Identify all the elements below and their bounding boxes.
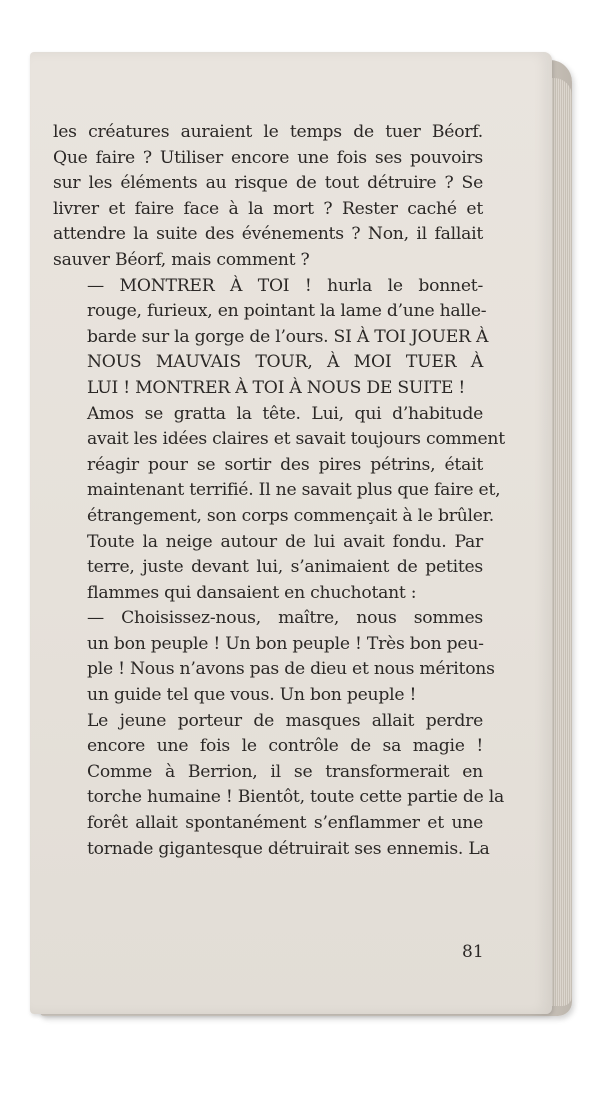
text-line: avait les idées claires et savait toujours comment — [87, 429, 505, 450]
text-line: maintenant terrifié. Il ne savait plus que faire et, — [87, 480, 501, 501]
text-line: réagir pour se sortir des pires pétrins, était — [87, 454, 483, 475]
text-line: étrangement, son corps commençait à le brûler. — [87, 505, 494, 526]
text-line: Amos se gratta la tête. Lui, qui d’habitude — [87, 403, 483, 424]
text-line: Que faire ? Utiliser encore une fois ses pouvoirs — [53, 147, 483, 168]
text-line: NOUS MAUVAIS TOUR, À MOI TUER À — [87, 352, 483, 373]
text-line: Toute la neige autour de lui avait fondu. Par — [87, 531, 483, 552]
text-line: rouge, furieux, en pointant la lame d’une halle- — [87, 301, 487, 322]
text-line: forêt allait spontanément s’enflammer et une — [87, 813, 483, 834]
text-line: LUI ! MONTRER À TOI À NOUS DE SUITE ! — [87, 377, 466, 398]
text-line: Le jeune porteur de masques allait perdre — [87, 710, 483, 731]
text-line: — Choisissez-nous, maître, nous sommes — [87, 608, 483, 629]
text-line: ple ! Nous n’avons pas de dieu et nous méritons — [87, 659, 495, 680]
body-text — [53, 120, 505, 862]
text-line: sauver Béorf, mais comment ? — [53, 249, 310, 270]
text-line: sur les éléments au risque de tout détruire ? Se — [53, 173, 483, 194]
paragraph-4 — [53, 606, 495, 708]
text-line: Comme à Berrion, il se transformerait en — [87, 761, 483, 782]
text-line: — MONTRER À TOI ! hurla le bonnet- — [87, 275, 483, 296]
text-line: un bon peuple ! Un bon peuple ! Très bon peu- — [87, 633, 484, 654]
paragraph-3 — [53, 402, 505, 607]
text-line: les créatures auraient le temps de tuer Béorf. — [53, 122, 483, 142]
paragraph-5 — [53, 709, 505, 863]
text-line: un guide tel que vous. Un bon peuple ! — [87, 685, 417, 706]
text-line: livrer et faire face à la mort ? Rester caché et — [53, 198, 483, 219]
paragraph-2 — [53, 274, 489, 402]
paragraph-1 — [53, 120, 483, 274]
text-line: attendre la suite des événements ? Non, il fallait — [53, 224, 483, 245]
text-line: terre, juste devant lui, s’animaient de petites — [87, 557, 483, 578]
text-line: tornade gigantesque détruirait ses ennemis. La — [87, 838, 490, 859]
text-line: flammes qui dansaient en chuchotant : — [87, 582, 417, 603]
text-line: encore une fois le contrôle de sa magie ! — [87, 736, 483, 757]
text-line: torche humaine ! Bientôt, toute cette partie de la — [87, 787, 505, 808]
text-line: barde sur la gorge de l’ours. SI À TOI JOUER À — [87, 326, 489, 347]
page-number: 81 — [462, 942, 484, 962]
